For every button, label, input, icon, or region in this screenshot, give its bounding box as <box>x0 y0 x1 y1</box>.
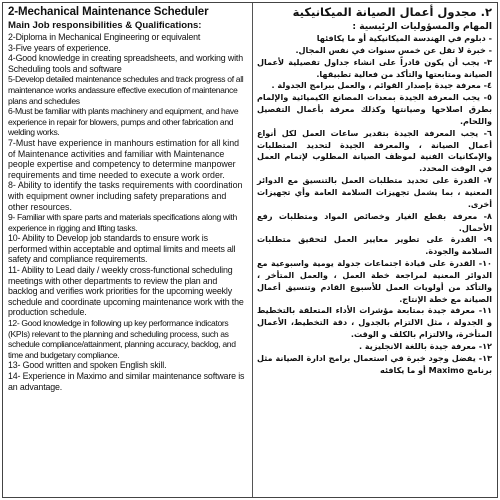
arabic-title: ٢. مجدول أعمال الصيانة الميكانيكية <box>292 5 492 19</box>
english-item: 13- Good written and spoken English skill. <box>8 360 167 371</box>
english-item: 14- Experience in Maximo and similar maintenance software is an advantage. <box>8 371 245 392</box>
english-item: 4-Good knowledge in creating spreadsheets, and working with Scheduling tools and software <box>8 53 243 74</box>
arabic-item: - دبلوم في الهندسة الميكانيكية أو ما يكافئها <box>316 33 492 43</box>
arabic-item: ١٣- يفضل وجود خبرة في استعمال برامج ادارة الصيانة مثل برنامج Maximo أو ما يكافئه <box>257 352 492 375</box>
arabic-item: ٧- القدرة على تحديد متطلبات العمل بالتنسيق مع الدوائر المعنية ، بما يشمل تجهيزات السلامة العامة وأي تجهيزات أخرى. <box>257 175 492 209</box>
english-item: 3-Five years of experience. <box>8 42 111 53</box>
english-item: 11- Ability to Lead daily / weekly cross-functional scheduling meetings with other departments to review the plan and backlog and verifies work priorities for the upcoming weekly schedule and coordinate upcoming maintenance work with the production schedule. <box>8 265 244 318</box>
arabic-item: ٣- يجب أن يكون قادراً على انشاء جداول تفصيلية لأعمال الصيانة ومتابعتها والتأكد من فعالية تطبيقها. <box>257 56 492 79</box>
arabic-item: ٥- يجب المعرفة الجيدة بمعدات المصانع الكيميائية والإلمام بطرق اصلاحها وصيانتها وكذلك معرفة بأعمال التفصيل واللحام. <box>257 92 492 126</box>
english-item: 6-Must be familiar with plants machinery and equipment, and have experience in repair for blowers, pumps and other fabrication and welding works. <box>8 106 239 138</box>
arabic-item: ٩- القدرة على تطوير معايير العمل لتحقيق متطلبات السلامة والجودة. <box>257 234 492 257</box>
arabic-item: ٦- يجب المعرفة الجيدة بتقدير ساعات العمل لكل أنواع أعمال الصيانة ، والمعرفة الجيدة لتحديد المتطلبات والإمكانيات الفنية لموظف الصيانة المطلوب لإتمام العمل في الوقت المحدد. <box>257 127 492 174</box>
english-column <box>3 3 253 497</box>
english-item: 2-Diploma in Mechanical Engineering or equivalent <box>8 32 201 42</box>
english-list <box>8 32 248 392</box>
arabic-item: ١١- معرفة جيدة بمتابعة مؤشرات الأداء المتعلقة بالتخطيط و الجدولة ، مثل الالتزام بالجدول ، دقة التخطيط، الأعمال المتأخرة، والالتزام بالكلف و الوقت. <box>257 305 492 340</box>
arabic-item: ٨- معرفة بقطع الغيار وخصائص المواد ومتطلبات رفع الأحمال. <box>257 210 492 233</box>
arabic-item: - خبرة لا تقل عن خمس سنوات في نفس المجال. <box>295 44 492 55</box>
english-item: 7-Must have experience in manhours estimation for all kind of Maintenance activities and familiar with Maintenance people expertise and competency to determine manpower requirements and time needed to execute a work order. <box>8 137 240 180</box>
english-item: 9- Familiar with spare parts and materials specifications along with experience in rigging and lifting tasks. <box>8 212 237 233</box>
english-title: 2-Mechanical Maintenance Scheduler <box>8 6 209 18</box>
arabic-item: ١٠- القدرة على قيادة اجتماعات جدولة يومية واسبوعية مع الدوائر المعنية لمراجعة خطة العمل ، والعمل المتأخر ، والتأكد من أولويات العمل للأسبوع القادم وتنسيق أعمال الصيانة مع خطة الإنتاج. <box>257 258 492 304</box>
arabic-column <box>253 3 497 497</box>
arabic-subtitle: المهام والمسؤوليات الرئيسية : <box>352 21 492 32</box>
english-item: 8- Ability to identify the tasks requirements with coordination with equipment owner including safety preparations and other resources. <box>8 180 243 212</box>
arabic-list <box>257 33 492 376</box>
arabic-item: ١٢- معرفة جيدة باللغة الانجليزية . <box>359 340 492 351</box>
english-item: 12- Good knowledge in following up key performance indicators (KPIs) relevant to the planning and scheduling process, such as schedule compliance/attainment, planning accuracy, backlog, and time and budgetary compliance. <box>8 318 236 360</box>
document-frame <box>2 2 498 498</box>
english-item: 10- Ability to Develop job standards to ensure work is performed within acceptable and optimal limits and meets all safety and compliance requirements. <box>8 233 236 265</box>
english-subtitle: Main Job responsibilities & Qualifications: <box>8 20 202 31</box>
arabic-item: ٤- معرفة جيدة بإصدار القوائم ، والعمل ببرامج الجدولة . <box>271 80 492 91</box>
english-item: 5-Develop detailed maintenance schedules and track progress of all maintenance works andassure effective execution of maintenance plans and schedules <box>8 74 244 106</box>
